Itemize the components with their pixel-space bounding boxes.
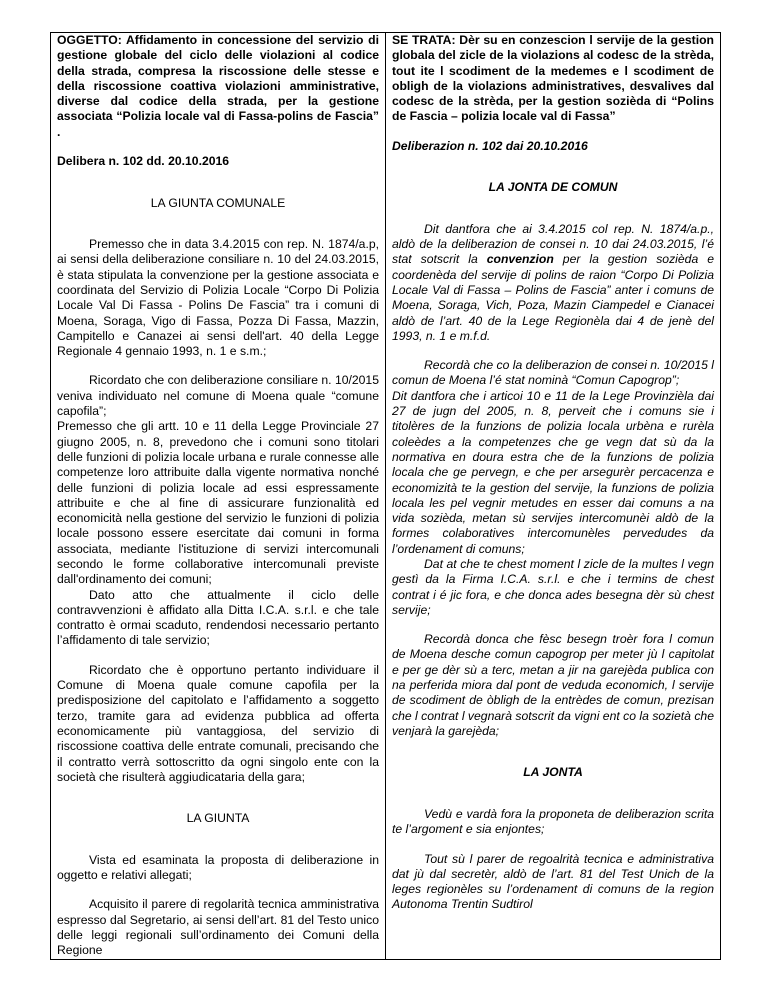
heading-jonta-de-comun: LA JONTA DE COMUN	[488, 180, 618, 195]
paragraph-premesso2-it: Premesso che gli artt. 10 e 11 della Legge Provinciale 27 giugno 2005, n. 8, prevedono che i comuni sono titolari delle funzioni di polizia locale urbana e rurale connesse alle competenze loro attribuite dalla vigente normativa nonché delle funzioni di polizia locale ad essi espressamente attribuite e che al fine di assicurare funzionalità ed economicità nella gestione del servizio le funzioni di polizia locale possono essere esercitate dai comuni in forma associata, mediante l'istituzione di servizi intercomunali secondo le forme collaborative intercomunali previste dall'ordinamento dei comuni;	[57, 419, 379, 587]
paragraph-ricordato2-lad: Recordà donca che fèsc besegn troèr fora l comun de Moena desche comun capogrop per meter jù l capitolat e per ge dèr sù a terc, metan a jir na garejèda publica con na perferida miora dal pont de veduda economich, l servije de scodiment de òbligh de la entrèdes de comun, prezisan che l contrat l vegnarà sotscrit da vigni ent co la sozietà che venjarà la garejèda;	[392, 632, 714, 738]
premesso-lad-text-1: Dit dantfora che ai 3.4.2015 col rep. N. 1874/a.p., aldò de la deliberazion de consei n. 10 dai 24.03.2015, l’é stat sotscrit la	[392, 221, 714, 267]
oggetto-it: OGGETTO: Affidamento in concessione del servizio di gestione globale del ciclo delle violazioni al codice della strada, compresa la riscossione delle stesse e della riscossione coattiva violazioni amministrative, diverse dal codice della strada, per la gestione associata “Polizia locale val di Fassa-polins de Fascia” .	[57, 33, 379, 139]
delibera-it: Delibera n. 102 dd. 20.10.2016	[57, 154, 230, 169]
paragraph-premesso2-lad: Dit dantfora che i articoi 10 e 11 de la Lege Provinzièla dai 27 de jugn del 2005, n. 8, perveit che i comuns sie i titolères de la funzions de polizia locala urbèna e rurèla coleèdes a la competenzes che ge vegn dat sù da la normativa en doura estra che de la funzions de polizia locala che ge pervegn, e che per arsegurèr percacenza e economizità te la gestion del servije, la funzions de polizia locala les pel vegnir metudes en esser dai comuns a na vida sozièda, metan sù servijes intercomunèi aldò de la formes colaboratives intercomunèles pervedudes da l’ordenament di comuns;	[392, 388, 714, 556]
paragraph-acquisito-it: Acquisito il parere di regolarità tecnica amministrativa espresso dal Segretario, ai sensi dell’art. 81 del Testo unico delle leggi regionali sull’ordinamento dei Comuni della Regione	[57, 897, 379, 958]
right-column	[386, 33, 721, 960]
paragraph-ricordato-lad: Recordà che co la deliberazion de consei n. 10/2015 l comun de Moena l’é stat nominà “Comun Capogrop”;	[392, 358, 714, 388]
paragraph-acquisito-lad: Tout sù l parer de regoalrità tecnica e administrativa dat jù dal secretèr, aldò de l’art. 81 del Test Unich de la leges regionèles su l’ordenament di comuns de la region Autonoma Trentin Sudtirol	[392, 851, 714, 912]
paragraph-dato-atto-lad: Dat at che te chest moment l zicle de la multes l vegn gestì da la Firma I.C.A. s.r.l. e che i termins de chest contrat i é jic fora, e che donca ades besegna dèr sù chest servije;	[392, 556, 714, 617]
paragraph-premesso-it: Premesso che in data 3.4.2015 con rep. N. 1874/a.p, ai sensi della deliberazione consiliare n. 10 del 24.03.2015, è stata stipulata la convenzione per la gestione associata e coordinata del Servizio di Polizia Locale “Corpo Di Polizia Locale Val Di Fassa - Polins De Fascia” tra i comuni di Moena, Soraga, Vigo di Fassa, Pozza Di Fassa, Mazzin, Campitello e Canazei ai sensi dell'art. 40 della Legge Regionale 4 gennaio 1993, n. 1 e s.m.;	[57, 237, 379, 359]
convenzion-bold: convenzion	[486, 252, 554, 267]
paragraph-ricordato-it: Ricordato che con deliberazione consiliare n. 10/2015 veniva individuato nel comune di Moena quale “comune capofila”;	[57, 373, 379, 419]
premesso-lad-text-2: per la gestion sozièda e coordenèda del servije di polins de raion “Corpo Di Polizia Locale Val di Fassa – Polins de Fascia” anter i comuns de Moena, Soraga, Vich, Poza, Mazin Ciampedel e Cianacei aldò de l’art. 40 de la Lege Regionèla dai 4 de jenè del 1993, n. 1 e m.f.d.	[392, 252, 714, 343]
left-column	[51, 33, 386, 960]
paragraph-dato-atto-it: Dato atto che attualmente il ciclo delle contravvenzioni è affidato alla Ditta I.C.A. s.r.l. e che tale contratto è ormai scaduto, rendendosi necessario pertanto l’affidamento di tale servizio;	[57, 587, 379, 648]
delibera-lad: Deliberazion n. 102 dai 20.10.2016	[392, 138, 588, 153]
document-page	[50, 32, 720, 960]
heading-giunta: LA GIUNTA	[186, 811, 250, 826]
paragraph-vista-lad: Vedù e vardà fora la proponeta de deliberazion scrita te l’argoment e sia enjontes;	[392, 806, 714, 837]
paragraph-vista-it: Vista ed esaminata la proposta di deliberazione in oggetto e relativi allegati;	[57, 852, 379, 883]
oggetto-lad: SE TRATA: Dèr su en conzescion l servije de la gestion globala del zicle de la violazions al codesc de la strèda, tout ite l scodiment de la medemes e l scodiment de obligh de la violazions administratives, desvalives dal codesc de la strèda, per la gestion sozièda di “Polins de Fascia – polizia locale val di Fassa”	[392, 33, 714, 124]
heading-jonta: LA JONTA	[523, 765, 583, 780]
heading-giunta-comunale: LA GIUNTA COMUNALE	[150, 195, 286, 210]
bilingual-table	[50, 32, 721, 960]
paragraph-premesso-lad	[392, 222, 714, 344]
paragraph-ricordato2-it: Ricordato che è opportuno pertanto individuare il Comune di Moena quale comune capofila per la predisposizione del capitolato e l’affidamento a soggetto terzo, tramite gara ad evidenza pubblica ad offerta economicamente più vantaggiosa, del servizio di riscossione coattiva delle entrate comunali, precisando che il contratto verrà sottoscritto da ogni singolo ente con la società che risulterà aggiudicataria della gara;	[57, 662, 379, 784]
